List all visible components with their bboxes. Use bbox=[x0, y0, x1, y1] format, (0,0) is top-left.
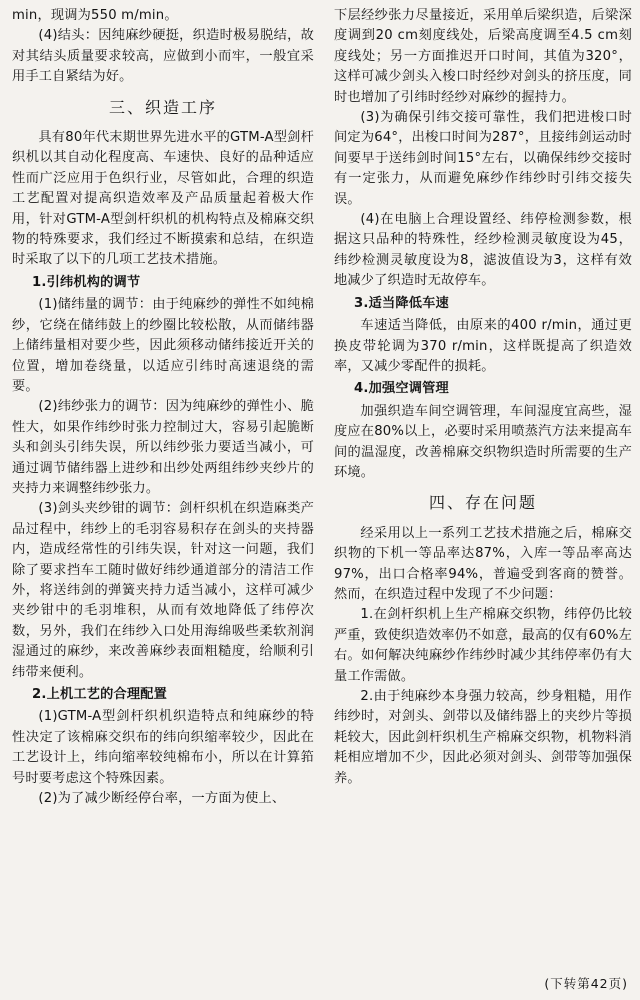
paragraph: (3)剑头夹纱钳的调节：剑杆织机在织造麻类产品过程中，纬纱上的毛羽容易积存在剑头的夹持器内，造成经常性的引纬失误，针对这一问题，我们除了要求挡车工随时做好纬纱通道部分的清洁工作外，将送纬剑的弹簧夹持力适当减小，这样可减少夹纱钳中的毛羽堆积，从而有效地降低了纬停次数，另外，我们在纬纱入口处用海绵吸些柔软剂润湿通过的麻纱，来改善麻纱表面粗糙度，给顺利引纬带来便利。 bbox=[12, 501, 314, 680]
right-column bbox=[334, 6, 632, 789]
left-column bbox=[12, 6, 314, 809]
paragraph: 经采用以上一系列工艺技术措施之后，棉麻交织物的下机一等品率达87%，入库一等品率高达97%，出口合格率94%，普遍受到客商的赞誉。然而，在织造过程中发现了不少问题： bbox=[334, 525, 632, 602]
paragraph: (1)GTM-A型剑杆织机织造特点和纯麻纱的特性决定了该棉麻交织布的纬向织缩率较少，因此在工艺设计上，纬向缩率较纯棉布小，所以在计算筘号时要考虑这个特殊因素。 bbox=[12, 709, 314, 786]
paragraph: min，现调为550 m/min。 bbox=[12, 8, 178, 23]
section-heading: 三、织造工序 bbox=[108, 97, 217, 117]
paragraph: (4)结头：因纯麻纱硬挺，织造时极易脱结，故对其结头质量要求较高，应做到小而牢，一般宜采用手工自紧结为好。 bbox=[12, 28, 314, 85]
paragraph: 2.由于纯麻纱本身强力较高，纱身粗糙，用作纬纱时，对剑头、剑带以及储纬器上的夹纱片等损耗较大，因此剑杆织机生产棉麻交织物，机物料消耗相应增加不少，因此必须对剑头、剑带等加强保养。 bbox=[334, 689, 632, 786]
paragraph: (1)储纬量的调节：由于纯麻纱的弹性不如纯棉纱，它绕在储纬鼓上的纱圈比较松散，从而储纬器上储纬量相对要少些，因此须移动储纬接近开关的位置，增加卷绕量，以适应引纬时高速退绕的需要。 bbox=[12, 297, 314, 394]
paragraph: 加强织造车间空调管理，车间湿度宜高些，湿度应在80%以上，必要时采用喷蒸汽方法来提高车间的温湿度，改善棉麻交织物织造时所需要的生产环境。 bbox=[334, 403, 632, 480]
paragraph: (4)在电脑上合理设置经、纬停检测参数，根据这只品种的特殊性，经纱检测灵敏度设为45，纬纱检测灵敏度设为8，滤波值设为3，这样有效地减少了织造时无故停车。 bbox=[334, 212, 632, 289]
subsection-heading: 4.加强空调管理 bbox=[354, 381, 449, 397]
paragraph: (3)为确保引纬交接可靠性，我们把进梭口时间定为64°，出梭口时间为287°，且接纬剑运动时间要早于送纬剑时间15°左右，以确保纬纱交接时有一定张力，从而避免麻纱作纬纱时引纬交接失误。 bbox=[334, 110, 632, 207]
subsection-heading: 3.适当降低车速 bbox=[354, 295, 449, 311]
paragraph: 下层经纱张力尽量接近，采用单后梁织造，后梁深度调到20 cm刻度线处，后梁高度调至4.5 cm刻度线处；另一方面推迟开口时间，其值为320°，这样可减少剑头入梭口时经纱对剑头的挤压度，同时也增加了引纬时经纱对麻纱的握持力。 bbox=[334, 8, 632, 105]
paragraph: (2)纬纱张力的调节：因为纯麻纱的弹性小、脆性大，如果作纬纱时张力控制过大，容易引起脆断头和剑头引纬失误，所以纬纱张力要适当减小，可通过调节储纬器上进纱和出纱处两组纬纱夹纱片的夹持力来调整纬纱张力。 bbox=[12, 399, 314, 496]
section-heading: 四、存在问题 bbox=[428, 493, 537, 513]
paragraph: 车速适当降低，由原来的400 r/min，通过更换皮带轮调为370 r/min，这样既提高了织造效率，又减少零配件的损耗。 bbox=[334, 318, 632, 374]
paragraph: 具有80年代末期世界先进水平的GTM-A型剑杆织机以其自动化程度高、车速快、良好的品种适应性而广泛应用于色织行业，尽管如此，合理的织造工艺配置对提高织造效率及产品质量起着极大作用，针对GTM-A型剑杆织机的机构特点及棉麻交织物的特殊要求，我们经过不断摸索和总结，在织造时采取了以下的几项工艺技术措施。 bbox=[12, 130, 314, 268]
paragraph: (2)为了减少断经停台率，一方面为使上、 bbox=[38, 791, 286, 807]
subsection-heading: 2.上机工艺的合理配置 bbox=[32, 687, 168, 702]
continued-note: (下转第42页) bbox=[544, 976, 628, 991]
paragraph: 1.在剑杆织机上生产棉麻交织物，纬停仍比较严重，致使织造效率仍不如意，最高的仅有60%左右。如何解决纯麻纱作纬纱时减少其纬停率仍有大量工作需做。 bbox=[334, 607, 632, 684]
subsection-heading: 1.引纬机构的调节 bbox=[32, 274, 141, 290]
